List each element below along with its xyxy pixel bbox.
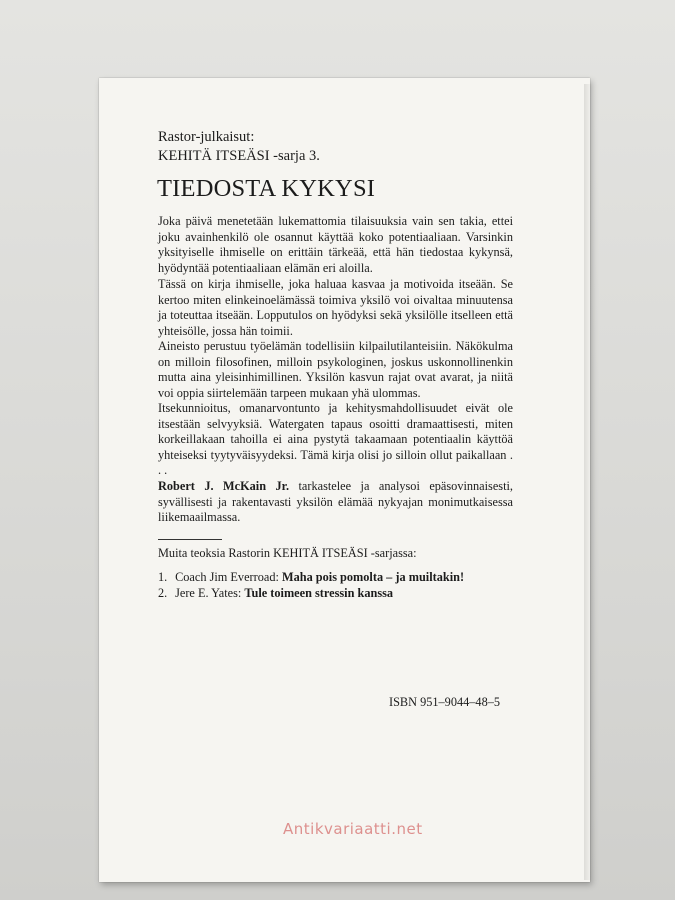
- cover-edge-shadow: [584, 84, 592, 880]
- author-paragraph: [158, 479, 513, 526]
- paragraph-2: Tässä on kirja ihmiselle, joka haluaa kasvaa ja motivoida itseään. Se kertoo miten elinkeinoelämässä toimiva yksilö voi oivaltaa minuutensa ja toteuttaa itseään. Lopputulos on hyödyksi sekä yksilölle itselleen että yhteisölle, jossa hän toimii.: [158, 277, 513, 338]
- series-header: [158, 128, 320, 166]
- isbn: ISBN 951–9044–48–5: [389, 695, 501, 709]
- divider-rule: [158, 539, 222, 540]
- work-title: Tule toimeen stressin kanssa: [244, 585, 394, 600]
- book-title: TIEDOSTA KYKYSI: [157, 175, 376, 202]
- list-number: 2.: [158, 585, 168, 600]
- author-name: Robert J. McKain Jr.: [158, 479, 290, 493]
- list-number: 1.: [158, 570, 168, 584]
- series-line: KEHITÄ ITSEÄSI -sarja 3.: [158, 148, 320, 164]
- other-works-heading: Muita teoksia Rastorin KEHITÄ ITSEÄSI -sarjassa:: [158, 546, 417, 560]
- work-title: Maha pois pomolta – ja muiltakin!: [281, 570, 465, 584]
- paragraph-4: Itsekunnioitus, omanarvontunto ja kehitysmahdollisuudet eivät ole itsestään selvyyksiä. Watergaten tapaus osoitti dramaattisesti, miten korkeillakaan tahoilla ei aina pystytä takaamaan potentiaalin käyttöä yhteiseksi tyytyväisyydeksi. Tämä kirja olisi jo silloin ollut paikallaan . . .: [158, 401, 513, 478]
- list-item: [158, 586, 464, 602]
- work-author: Jere E. Yates:: [175, 585, 245, 600]
- watermark: Antikvariaatti.net: [283, 820, 423, 838]
- paragraph-1: Joka päivä menetetään lukemattomia tilaisuuksia vain sen takia, ettei joku avainhenkilö ole osannut käyttää koko potentiaaliaan. Varsinkin yksityiselle ihmiselle on erittäin tärkeää, että hän tiedostaa kykynsä, hyödyntää potentiaaliaan elämän eri aloilla.: [158, 214, 513, 275]
- author-description: tarkastelee ja analysoi epäsovinnaisesti, syvällisesti ja rakentavasti yksilön elämää nykyajan monimutkaisessa liikemaailmassa.: [158, 479, 513, 525]
- list-item: [158, 570, 464, 586]
- work-author: Coach Jim Everroad:: [175, 570, 282, 584]
- other-works-list: [158, 570, 464, 601]
- publisher-line: Rastor-julkaisut:: [158, 129, 255, 145]
- paragraph-3: Aineisto perustuu työelämän todellisiin kilpailutilanteisiin. Näkökulma on milloin filosofinen, milloin psykologinen, joskus uskonnollinenkin mutta aina yleisinhimillinen. Yksilön kasvun rajat ovat avarat, ja niitä voi oppia siirtelemään tarpeen mukaan yhä ulommas.: [158, 339, 513, 400]
